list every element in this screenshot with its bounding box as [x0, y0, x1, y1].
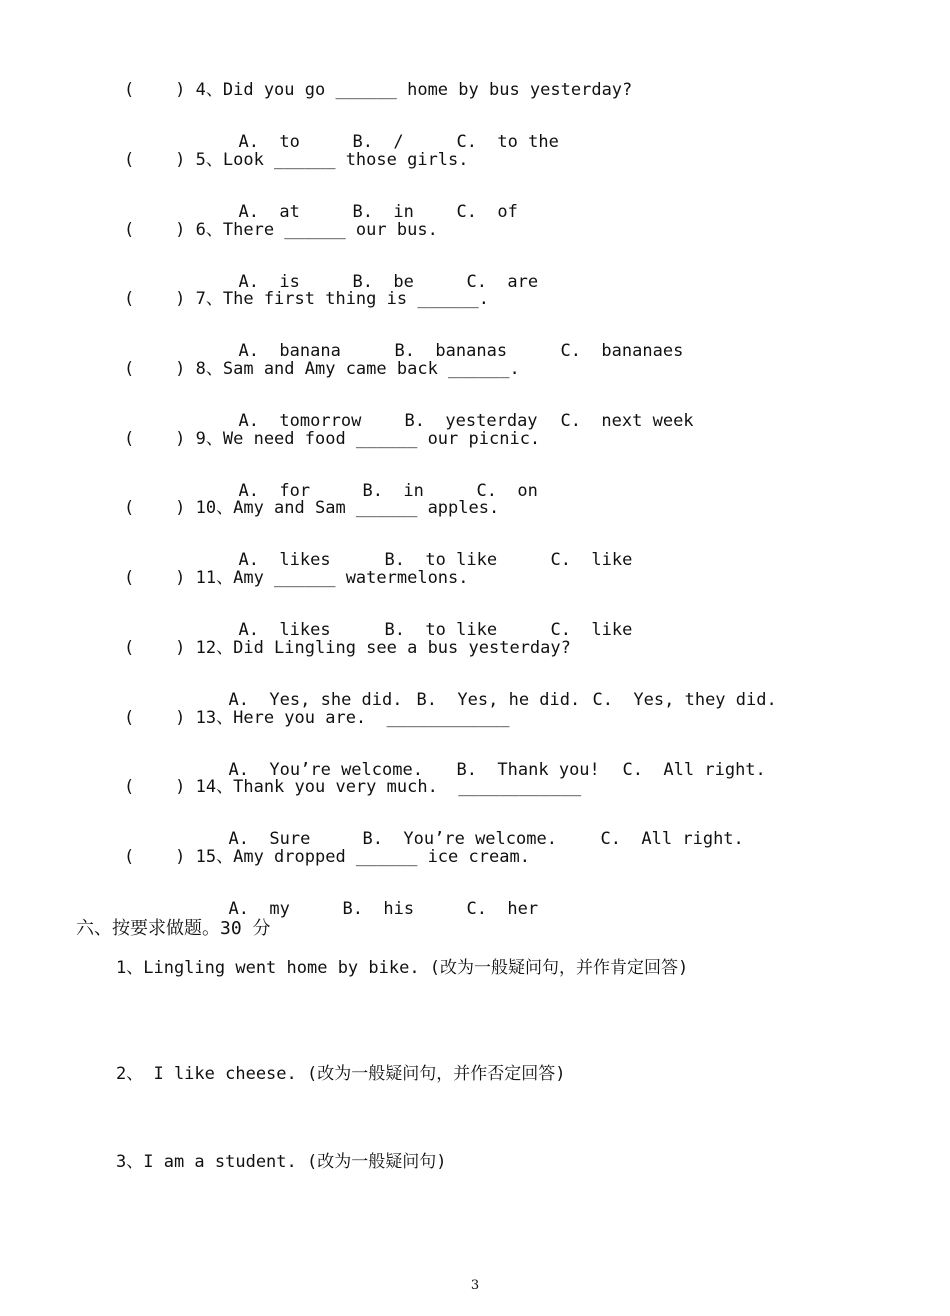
option-c: C. of [456, 202, 518, 222]
option-b: B. to like [384, 550, 498, 570]
option-b: B. to like [384, 620, 498, 640]
question-15-options [208, 884, 538, 918]
option-a: A. You’re welcome. [228, 760, 423, 780]
question-8-options [218, 396, 694, 430]
question-12: ( ) 12、Did Lingling see a bus yesterday? [124, 638, 571, 658]
option-b: B. You’re welcome. [362, 829, 557, 849]
question-12-options [208, 675, 777, 709]
question-13-options [208, 745, 766, 779]
question-14-options [208, 814, 744, 848]
question-10: ( ) 10、Amy and Sam ______ apples. [124, 498, 500, 518]
question-11: ( ) 11、Amy ______ watermelons. [124, 568, 469, 588]
question-15: ( ) 15、Amy dropped ______ ice cream. [124, 847, 530, 867]
question-5: ( ) 5、Look ______ those girls. [124, 150, 469, 170]
question-6-options [218, 257, 538, 291]
option-c: C. bananaes [560, 341, 684, 361]
question-9-options [218, 466, 538, 500]
option-b: B. / [352, 132, 404, 152]
option-a: A. to [238, 132, 300, 152]
page-number: 3 [470, 1278, 480, 1293]
option-a: A. my [228, 899, 290, 919]
option-a: A. Yes, she did. [228, 690, 403, 710]
option-a: A. is [238, 272, 300, 292]
question-11-options [218, 605, 632, 639]
option-c: C. All right. [622, 760, 766, 780]
option-b: B. in [362, 481, 424, 501]
option-c: C. next week [560, 411, 694, 431]
option-b: B. in [352, 202, 414, 222]
question-13: ( ) 13、Here you are. ____________ [124, 708, 510, 728]
option-a: A. likes [238, 620, 331, 640]
question-8: ( ) 8、Sam and Amy came back ______. [124, 359, 520, 379]
question-7-options [218, 326, 683, 360]
option-a: A. tomorrow [238, 411, 362, 431]
task-3: 3、I am a student. (改为一般疑问句) [116, 1152, 447, 1172]
question-4-options [218, 117, 559, 151]
option-a: A. for [238, 481, 311, 501]
option-a: A. banana [238, 341, 341, 361]
option-a: A. at [238, 202, 300, 222]
task-1: 1、Lingling went home by bike. (改为一般疑问句，并作肯定回答) [116, 958, 689, 978]
option-c: C. like [550, 550, 633, 570]
question-10-options [218, 535, 632, 569]
option-a: A. likes [238, 550, 331, 570]
option-c: C. to the [456, 132, 559, 152]
option-c: C. All right. [600, 829, 744, 849]
option-c: C. Yes, they did. [592, 690, 777, 710]
option-b: B. his [342, 899, 415, 919]
option-b: B. Thank you! [456, 760, 600, 780]
question-9: ( ) 9、We need food ______ our picnic. [124, 429, 541, 449]
option-c: C. like [550, 620, 633, 640]
option-a: A. Sure [228, 829, 311, 849]
section-title: 六、按要求做题。30 分 [76, 918, 271, 939]
question-7: ( ) 7、The first thing is ______. [124, 289, 489, 309]
question-6: ( ) 6、There ______ our bus. [124, 220, 438, 240]
option-b: B. Yes, he did. [416, 690, 581, 710]
option-c: C. are [466, 272, 539, 292]
task-2: 2、 I like cheese. (改为一般疑问句，并作否定回答) [116, 1064, 566, 1084]
question-14: ( ) 14、Thank you very much. ____________ [124, 777, 582, 797]
option-c: C. her [466, 899, 539, 919]
option-b: B. bananas [394, 341, 508, 361]
option-b: B. be [352, 272, 414, 292]
option-c: C. on [476, 481, 538, 501]
option-b: B. yesterday [404, 411, 538, 431]
question-5-options [218, 187, 518, 221]
question-4: ( ) 4、Did you go ______ home by bus yesterday? [124, 80, 633, 100]
